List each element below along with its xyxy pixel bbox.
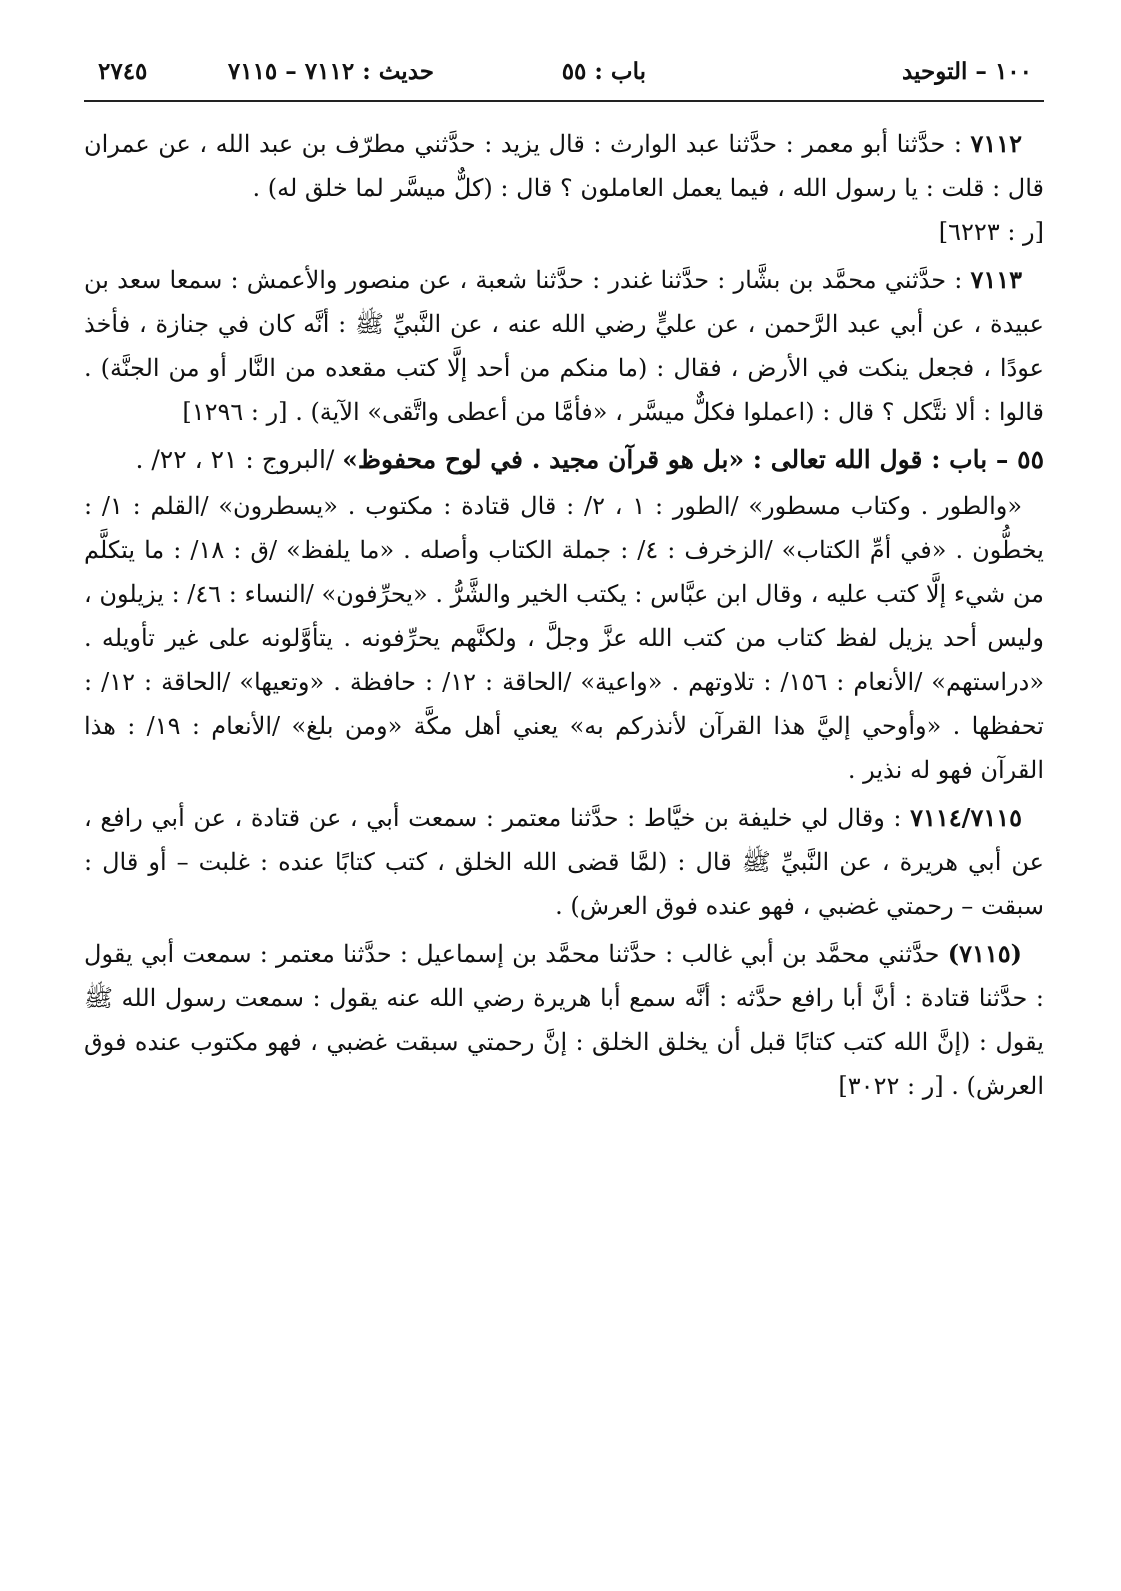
chapter-heading xyxy=(84,438,1044,482)
header-rule xyxy=(84,100,1044,102)
chapter-number: باب : ٥٥ xyxy=(561,58,646,85)
hadith-7114 xyxy=(84,796,1044,928)
hadith-7115 xyxy=(84,932,1044,1108)
book-title: ١٠٠ – التوحيد xyxy=(901,58,1032,85)
hadith-number: ٧١١٤/٧١١٥ xyxy=(910,803,1022,832)
hadith-number: (٧١١٥) xyxy=(947,939,1022,968)
hadith-number: ٧١١٢ xyxy=(970,129,1023,158)
hadith-range: حديث : ٧١١٢ – ٧١١٥ xyxy=(227,58,434,85)
page-number: ٢٧٤٥ xyxy=(98,58,148,85)
cross-reference: [ر : ٣٠٢٢] xyxy=(838,1072,944,1100)
book-page xyxy=(84,52,1044,1112)
cross-reference: [ر : ٦٢٢٣] xyxy=(938,218,1044,246)
chapter-title: ٥٥ – باب : قول الله تعالى : «بل هو قرآن مجيد . في لوح محفوظ» xyxy=(342,445,1044,474)
tafsir-paragraph: «والطور . وكتاب مسطور» /الطور : ١ ، ٢/ : قال قتادة : مكتوب . «يسطرون» /القلم : ١/ : يخطُّون . «في أمِّ الكتاب» /الزخرف : ٤/ : جملة الكتاب وأصله . «ما يلفظ» /ق : ١٨/ : ما يتكلَّم من شيء إلَّا كتب عليه ، وقال ابن عبَّاس : يكتب الخير والشَّرُّ . «يحرِّفون» /النساء : ٤٦/ : يزيلون ، وليس أحد يزيل لفظ كتاب من كتب الله عزَّ وجلَّ ، ولكنَّهم يحرِّفونه . يتأوَّلونه على غير تأويله . «دراستهم» /الأنعام : ١٥٦/ : تلاوتهم . «واعية» /الحاقة : ١٢/ : حافظة . «وتعيها» /الحاقة : ١٢/ : تحفظها . «وأوحي إليَّ هذا القرآن لأنذركم به» يعني أهل مكَّة «ومن بلغ» /الأنعام : ١٩/ : هذا القرآن فهو له نذير . xyxy=(84,492,1044,784)
hadith-text: حدَّثني محمَّد بن أبي غالب : حدَّثنا محمَّد بن إسماعيل : حدَّثنا معتمر : سمعت أبي يقول : حدَّثنا قتادة : أنَّ أبا رافع حدَّثه : أنَّه سمع أبا هريرة رضي الله عنه يقول : سمعت رسول الله ﷺ يقول : (إنَّ الله كتب كتابًا قبل أن يخلق الخلق : إنَّ رحمتي سبقت غضبي ، فهو مكتوب عنده فوق العرش) . xyxy=(84,940,1044,1100)
hadith-text: : وقال لي خليفة بن خيَّاط : حدَّثنا معتمر : سمعت أبي ، عن قتادة ، عن أبي رافع ، عن أبي هريرة ، عن النَّبيِّ ﷺ قال : (لمَّا قضى الله الخلق ، كتب كتابًا عنده : غلبت – أو قال : سبقت – رحمتي غضبي ، فهو عنده فوق العرش) . xyxy=(84,804,1044,920)
chapter-citation: /البروج : ٢١ ، ٢٢/ . xyxy=(135,445,343,474)
hadith-text: : حدَّثني محمَّد بن بشَّار : حدَّثنا غندر : حدَّثنا شعبة ، عن منصور والأعمش : سمعا سعد بن عبيدة ، عن أبي عبد الرَّحمن ، عن عليٍّ رضي الله عنه ، عن النَّبيِّ ﷺ : أنَّه كان في جنازة ، فأخذ عودًا ، فجعل ينكت في الأرض ، فقال : (ما منكم من أحد إلَّا كتب مقعده من النَّار أو من الجنَّة) . قالوا : ألا نتَّكل ؟ قال : (اعملوا فكلٌّ ميسَّر ، «فأمَّا من أعطى واتَّقى» الآية) . xyxy=(84,266,1044,426)
hadith-number: ٧١١٣ xyxy=(970,265,1023,294)
running-header xyxy=(84,52,1044,96)
hadith-7113 xyxy=(84,258,1044,434)
hadith-text: : حدَّثنا أبو معمر : حدَّثنا عبد الوارث : قال يزيد : حدَّثني مطرّف بن عبد الله ، عن عمران قال : قلت : يا رسول الله ، فيما يعمل العاملون ؟ قال : (كلٌّ ميسَّر لما خلق له) . xyxy=(84,130,1044,202)
hadith-7112 xyxy=(84,122,1044,254)
cross-reference: [ر : ١٢٩٦] xyxy=(182,398,288,426)
